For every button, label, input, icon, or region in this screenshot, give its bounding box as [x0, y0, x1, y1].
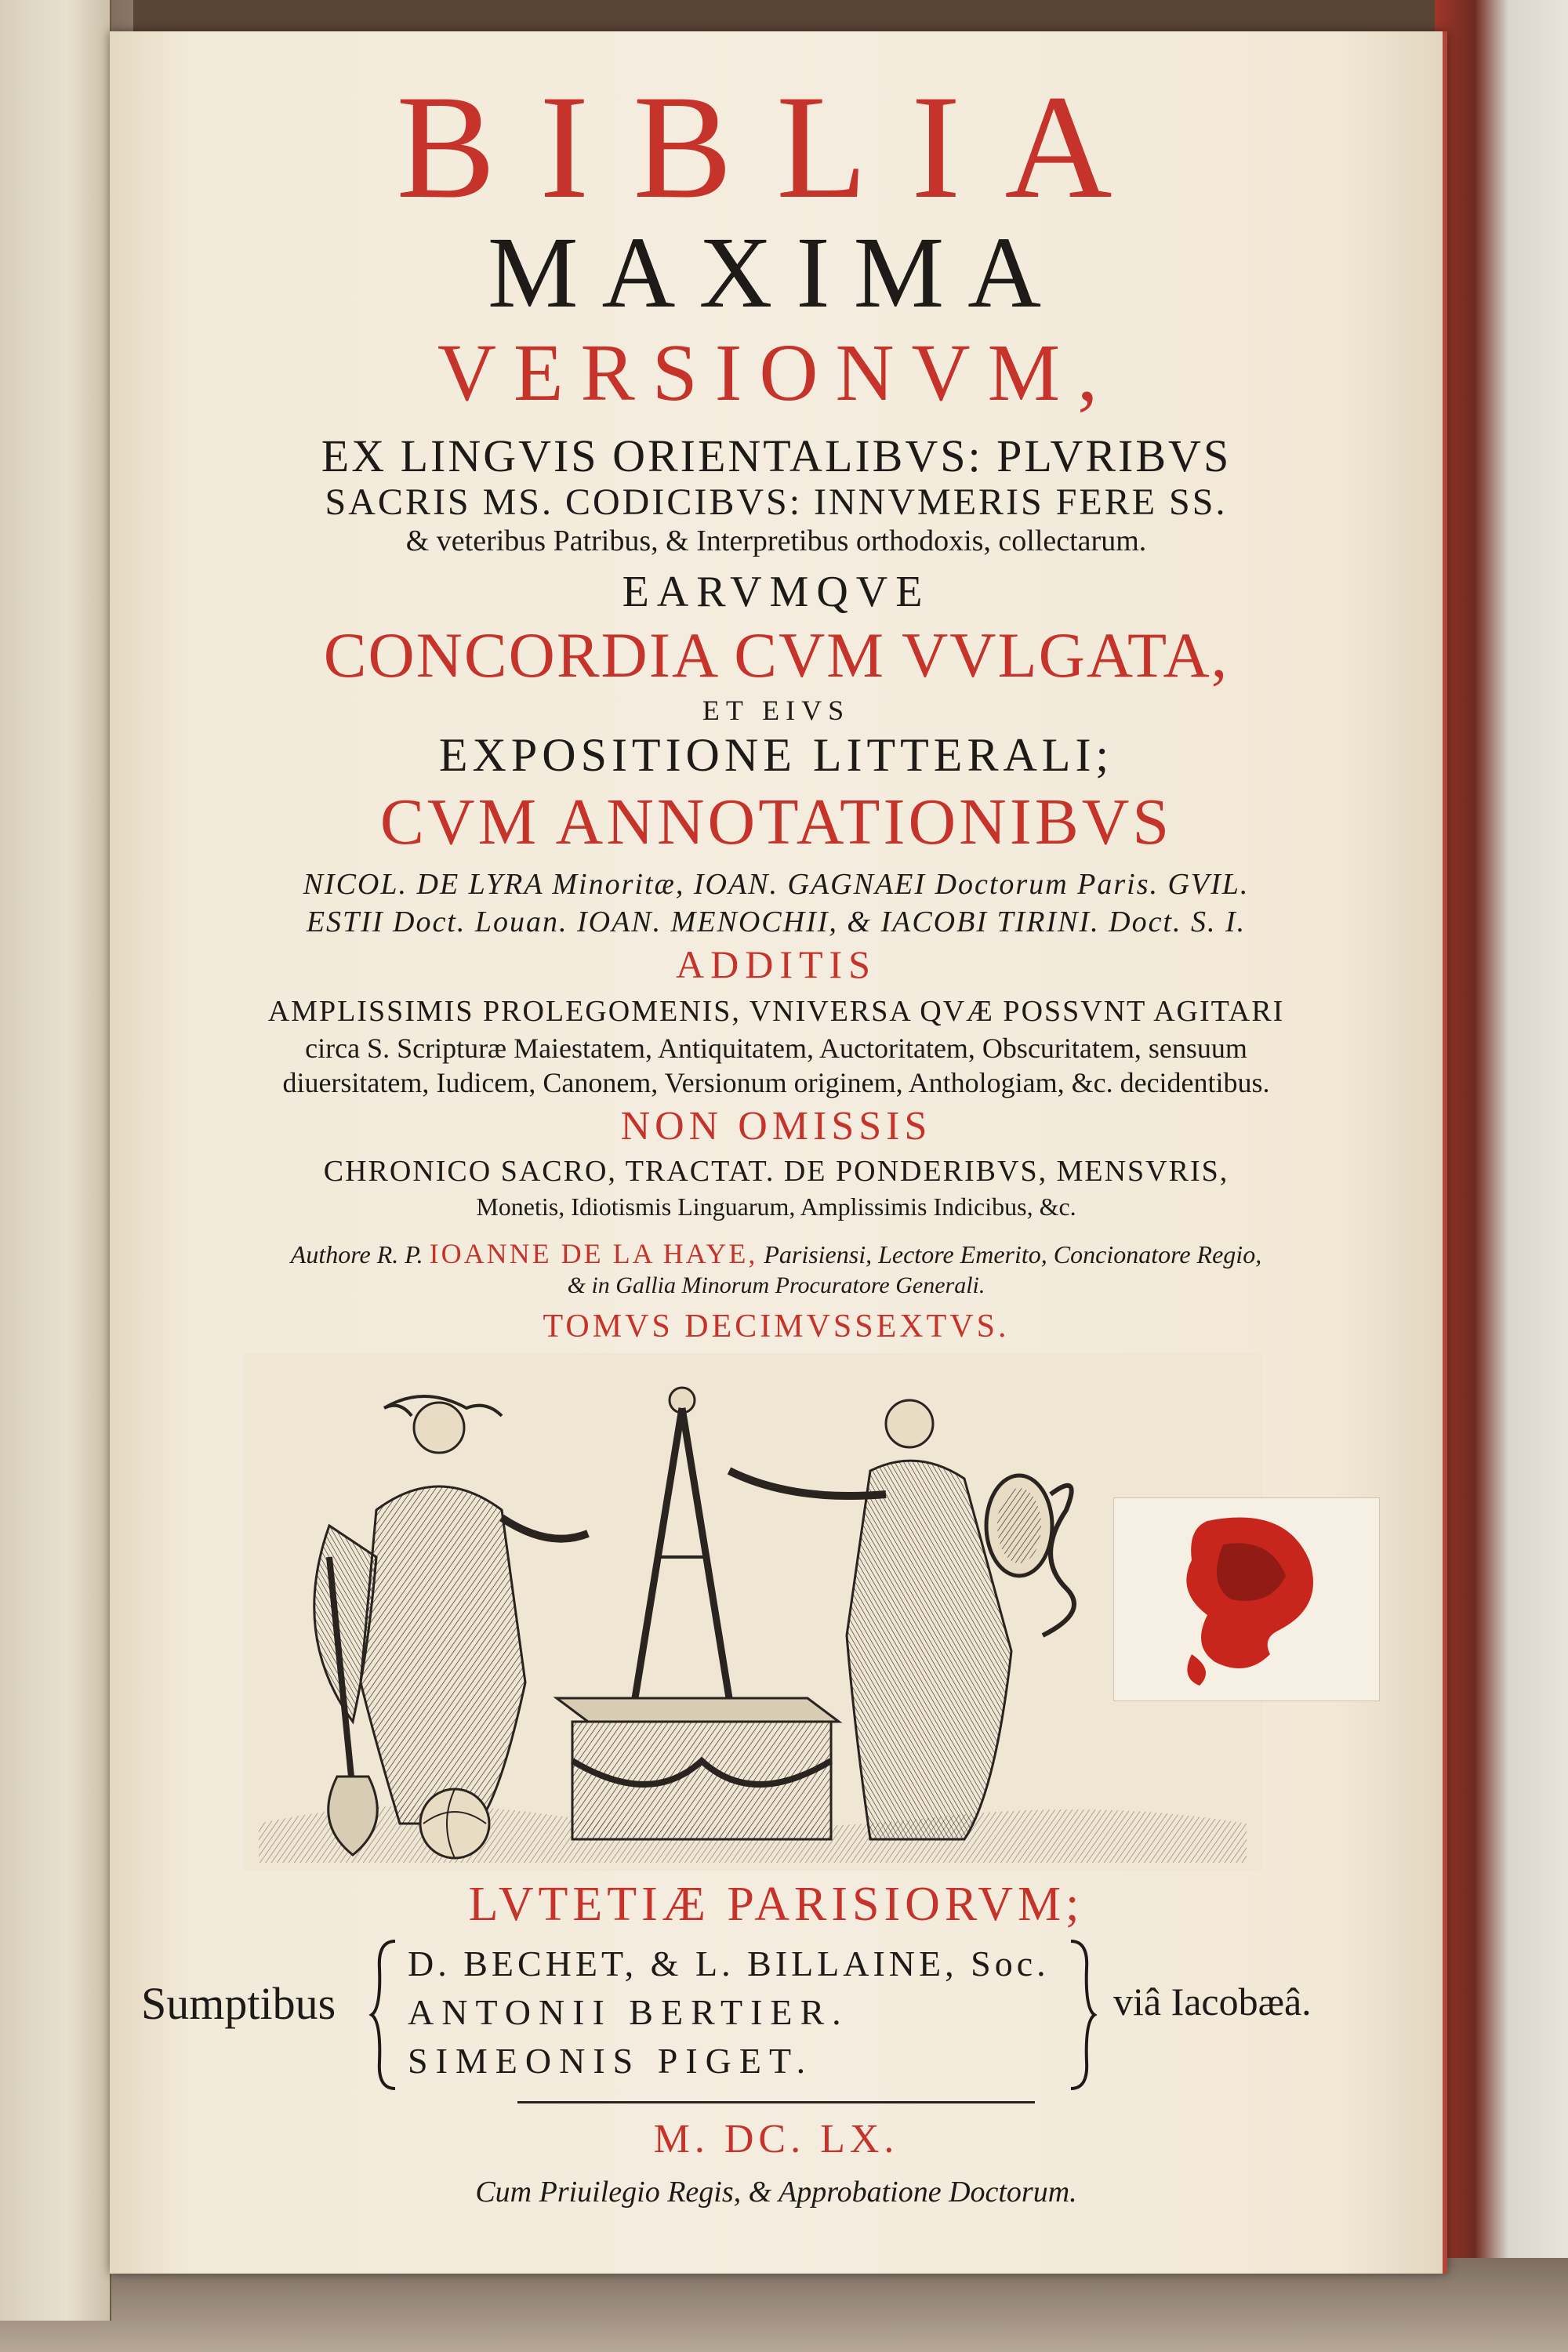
- publisher-1: D. BECHET, & L. BILLAINE, Soc.: [408, 1944, 1050, 1984]
- volume-number: TOMVS DECIMVSSEXTVS.: [543, 1308, 1010, 1345]
- subtitle-concordia: CONCORDIA CVM VVLGATA,: [323, 619, 1229, 691]
- title-versionum: VERSIONVM,: [437, 328, 1116, 418]
- subtitle-sacris: SACRIS MS. CODICIBVS: INNVMERIS FERE SS.: [325, 481, 1228, 523]
- title-biblia: BIBLIA: [396, 65, 1156, 230]
- subtitle-expositione: EXPOSITIONE LITTERALI;: [438, 729, 1114, 781]
- subtitle-veteribus: & veteribus Patribus, & Interpretibus orthodoxis, collectarum.: [405, 524, 1147, 557]
- place-of-publication: LVTETIÆ PARISIORVM;: [468, 1878, 1084, 1931]
- non-omissis-line-1: CHRONICO SACRO, TRACTAT. DE PONDERIBVS, MENSVRIS,: [323, 1155, 1229, 1188]
- additis-line-3: diuersitatem, Iudicem, Canonem, Versionum originem, Anthologiam, &c. decidentibus.: [282, 1067, 1270, 1098]
- publication-date: M. DC. LX.: [653, 2117, 899, 2161]
- sumptibus-label: Sumptibus: [141, 1978, 336, 2029]
- title-page: [110, 31, 1447, 2274]
- author-name: IOANNE DE LA HAYE,: [429, 1238, 758, 1269]
- via-iacobaea: viâ Iacobæâ.: [1113, 1980, 1312, 2024]
- non-omissis-line-2: Monetis, Idiotismis Linguarum, Amplissimis Indicibus, &c.: [476, 1192, 1076, 1221]
- subtitle-earumque: EARVMQVE: [622, 568, 931, 616]
- facing-page-edge: [0, 0, 111, 2321]
- privilege-line: Cum Priuilegio Regis, & Approbatione Doctorum.: [475, 2176, 1077, 2209]
- subtitle-cum-annotationibus: CVM ANNOTATIONIBVS: [379, 786, 1173, 858]
- author-line-2: & in Gallia Minorum Procuratore Generali.: [567, 1272, 985, 1298]
- globe-icon: [420, 1789, 489, 1858]
- author-suffix: Parisiensi, Lectore Emerito, Concionatore Regio,: [764, 1240, 1262, 1269]
- contributors-line-2: ESTII Doct. Louan. IOAN. MENOCHII, & IACOBI TIRINI. Doct. S. I.: [306, 906, 1247, 938]
- additis-line-1: AMPLISSIMIS PROLEGOMENIS, VNIVERSA QVÆ POSSVNT AGITARI: [267, 995, 1285, 1028]
- subtitle-et-eius: ET EIVS: [702, 695, 851, 726]
- contributors-line-1: NICOL. DE LYRA Minoritæ, IOAN. GAGNAEI Doctorum Paris. GVIL.: [303, 868, 1250, 901]
- divider-rule: [517, 2101, 1035, 2103]
- wax-seal: [1113, 1497, 1380, 1701]
- heading-non-omissis: NON OMISSIS: [620, 1104, 932, 1149]
- title-maxima: MAXIMA: [487, 216, 1065, 329]
- subtitle-ex-linguis: EX LINGVIS ORIENTALIBVS: PLVRIBVS: [321, 430, 1232, 481]
- publisher-3: SIMEONIS PIGET.: [408, 2041, 814, 2081]
- mirror-icon: [986, 1475, 1052, 1576]
- author-prefix: Authore R. P.: [290, 1240, 423, 1269]
- heading-additis: ADDITIS: [676, 942, 877, 986]
- background-binding-right: [1435, 0, 1568, 2352]
- pedestal: [557, 1698, 839, 1839]
- publishers-block: [110, 1936, 1443, 2093]
- right-brace-icon: [1066, 1936, 1098, 2093]
- additis-line-2: circa S. Scripturæ Maiestatem, Antiquitatem, Auctoritatem, Obscuritatem, sensuum: [305, 1033, 1247, 1064]
- engraving-allegory: [243, 1353, 1262, 1871]
- publisher-2: ANTONII BERTIER.: [408, 1992, 849, 2032]
- left-brace-icon: [368, 1936, 400, 2093]
- author-line: [110, 1239, 1443, 1269]
